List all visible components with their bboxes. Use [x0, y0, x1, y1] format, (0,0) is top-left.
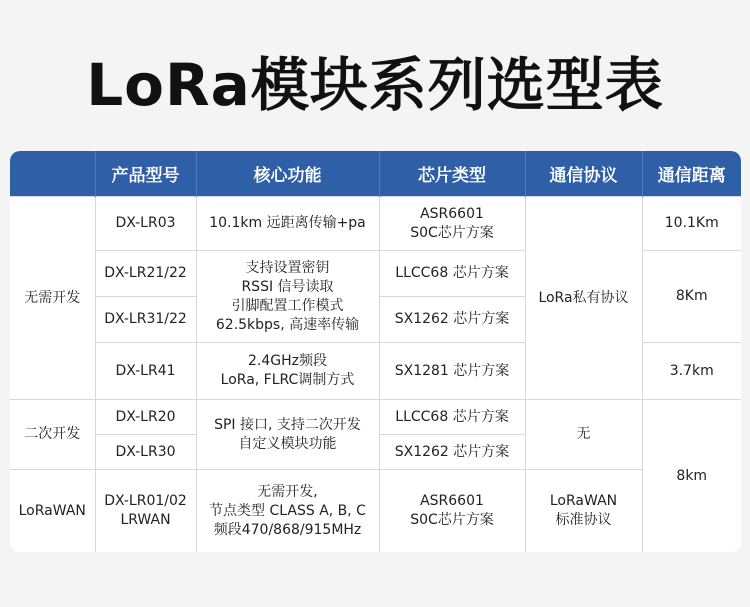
distance-cell: 10.1Km [642, 197, 741, 251]
group-secondary-dev: 二次开发 [10, 400, 95, 470]
page-title: LoRa模块系列选型表 [86, 51, 664, 119]
model-cell: DX-LR30 [95, 435, 196, 470]
chip-cell: SX1262 芯片方案 [379, 435, 525, 470]
chip-cell: LLCC68 芯片方案 [379, 251, 525, 297]
function-cell: 10.1km 远距离传输+pa [196, 197, 379, 251]
header-model: 产品型号 [95, 151, 196, 197]
protocol-cell: LoRa私有协议 [525, 197, 642, 400]
function-cell: 支持设置密钥 RSSI 信号读取 引脚配置工作模式 62.5kbps, 高速率传输 [196, 251, 379, 343]
group-lorawan: LoRaWAN [10, 470, 95, 553]
group-no-dev: 无需开发 [10, 197, 95, 400]
header-function: 核心功能 [196, 151, 379, 197]
chip-cell: SX1262 芯片方案 [379, 297, 525, 343]
model-cell: DX-LR20 [95, 400, 196, 435]
function-cell: 2.4GHz频段 LoRa, FLRC调制方式 [196, 343, 379, 400]
header-category [10, 151, 95, 197]
distance-cell: 3.7km [642, 343, 741, 400]
model-cell: DX-LR03 [95, 197, 196, 251]
function-cell: 无需开发, 节点类型 CLASS A, B, C 频段470/868/915MHz [196, 470, 379, 553]
chip-cell: LLCC68 芯片方案 [379, 400, 525, 435]
table-header-row [10, 151, 741, 197]
function-cell: SPI 接口, 支持二次开发 自定义模块功能 [196, 400, 379, 470]
table-row [10, 470, 741, 553]
protocol-cell: 无 [525, 400, 642, 470]
table-row [10, 400, 741, 435]
selection-table [10, 151, 741, 552]
model-cell: DX-LR01/02 LRWAN [95, 470, 196, 553]
chip-cell: ASR6601 S0C芯片方案 [379, 470, 525, 553]
chip-cell: SX1281 芯片方案 [379, 343, 525, 400]
header-chip: 芯片类型 [379, 151, 525, 197]
protocol-cell: LoRaWAN 标准协议 [525, 470, 642, 553]
chip-cell: ASR6601 S0C芯片方案 [379, 197, 525, 251]
distance-cell: 8Km [642, 251, 741, 343]
model-cell: DX-LR21/22 [95, 251, 196, 297]
model-cell: DX-LR31/22 [95, 297, 196, 343]
distance-cell: 8km [642, 400, 741, 553]
header-distance: 通信距离 [642, 151, 741, 197]
model-cell: DX-LR41 [95, 343, 196, 400]
table-row [10, 197, 741, 251]
selection-table-container [10, 151, 741, 552]
header-protocol: 通信协议 [525, 151, 642, 197]
